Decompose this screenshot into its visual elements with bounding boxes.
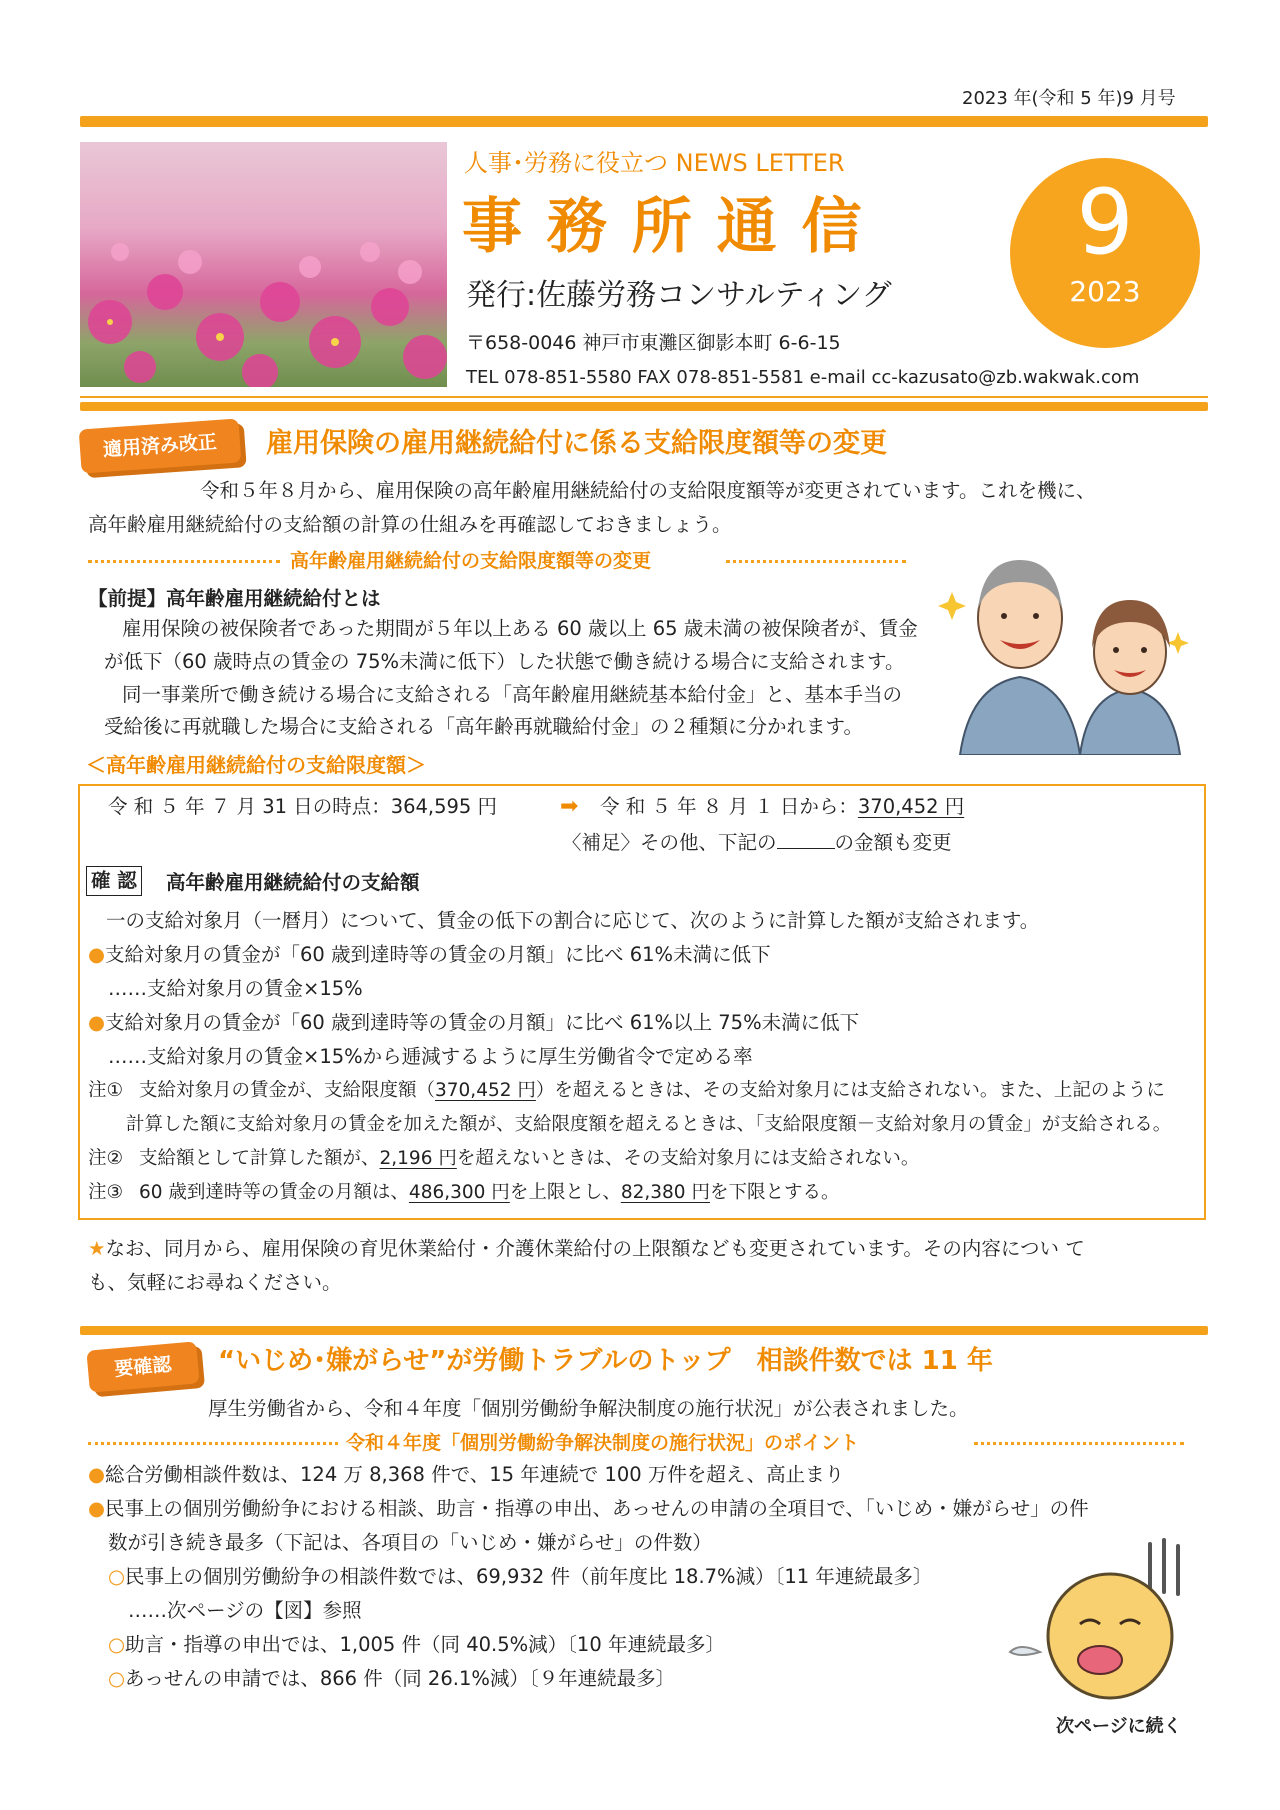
issue-badge [1010, 158, 1200, 348]
top-rule [80, 116, 1208, 127]
confirm-text: 一の支給対象月（一暦月）について、賃金の低下の割合に応じて、次のように計算した額が支給されます。 [106, 909, 1040, 932]
section1-footer-1-text: なお、同月から、雇用保険の育児休業給付・介護休業給付の上限額なども変更されています。その内容につい て [105, 1237, 1085, 1260]
section1-tag: 適用済み改正 [79, 418, 242, 473]
premise-line-1: 雇用保険の被保険者であった期間が５年以上ある 60 歳以上 65 歳未満の被保険者が、賃金 [122, 617, 918, 640]
box-bullet-2-text: 支給対象月の賃金が「60 歳到達時等の賃金の月額」に比べ 61%以上 75%未満に低下 [105, 1011, 860, 1034]
header-bottom-rule-thin [80, 396, 1208, 398]
box-bullet-2-sub: ……支給対象月の賃金×15%から逓減するように厚生労働省令で定める率 [108, 1045, 753, 1068]
premise-line-4: 受給後に再就職した場合に支給される「高年齢再就職給付金」の２種類に分かれます。 [104, 715, 863, 738]
section2-subheading: 令和４年度「個別労働紛争解決制度の施行状況」のポイント [346, 1432, 860, 1454]
arrow-right-icon: ➡ [560, 794, 579, 819]
section2-bullet-2-line2: 数が引き続き最多（下記は、各項目の「いじめ・嫌がらせ」の件数） [108, 1531, 712, 1554]
note-1-a: 支給対象月の賃金が、支給限度額（ [138, 1080, 435, 1101]
section2-rule [80, 1326, 1208, 1335]
section2-sub-1 [108, 1560, 932, 1594]
note-2 [88, 1142, 919, 1176]
contact-info: TEL 078-851-5580 FAX 078-851-5581 e-mail cc-kazusato@zb.wakwak.com [466, 367, 1140, 388]
note-1 [88, 1074, 1165, 1108]
section1-subheading: 高年齢雇用継続給付の支給限度額等の変更 [290, 550, 652, 572]
limit-after-prefix: 令 和 ５ 年 ８ 月 １ 日から： [600, 795, 858, 818]
section1-intro-1: 令和５年８月から、雇用保険の高年齢雇用継続給付の支給限度額等が変更されています。これを機に、 [200, 479, 1096, 502]
premise-title: 【前提】高年齢雇用継続給付とは [88, 587, 381, 610]
note-3-value-2: 82,380 円 [620, 1182, 710, 1203]
newsletter-title: 事 務 所 通 信 [462, 192, 864, 262]
note-2-a: 支給額として計算した額が、 [138, 1148, 380, 1169]
issue-date: 2023 年(令和 5 年)9 月号 [962, 88, 1176, 109]
bullet-dot-icon: ● [88, 1463, 106, 1486]
flower-graphic [80, 142, 447, 387]
section2-sub-1-ref: ……次ページの【図】参照 [128, 1599, 362, 1622]
bullet-dot-icon: ● [88, 1497, 106, 1520]
bullet-dot-icon: ● [88, 1011, 106, 1034]
section2-bullet-1-text: 総合労働相談件数は、124 万 8,368 件で、15 年連続で 100 万件を超え、高止まり [105, 1463, 845, 1486]
section1-footer-2: も、気軽にお尋ねください。 [88, 1271, 342, 1294]
box-bullet-1-text: 支給対象月の賃金が「60 歳到達時等の賃金の月額」に比べ 61%未満に低下 [105, 943, 771, 966]
cosmos-flower-photo [80, 142, 447, 387]
dots-left [88, 560, 280, 563]
note-3-c: を下限とする。 [709, 1182, 840, 1203]
section2-sub-2-text: 助言・指導の申出では、1,005 件（同 40.5%減）〔10 年連続最多〕 [125, 1633, 725, 1656]
box-bullet-2 [88, 1006, 859, 1040]
badge-year: 2023 [1069, 275, 1141, 308]
supplement-blank [777, 828, 835, 849]
supplement-suffix: の金額も変更 [834, 831, 952, 854]
section1-intro-2: 高年齢雇用継続給付の支給額の計算の仕組みを再確認しておきましょう。 [88, 513, 732, 536]
badge-month: 9 [1076, 170, 1134, 275]
note-3-label: 注③ [88, 1182, 124, 1203]
limit-before: 令 和 ５ 年 ７ 月 31 日の時点：364,595 円 [108, 795, 498, 818]
worker-couple-illustration [930, 540, 1200, 755]
note-1-value: 370,452 円 [435, 1080, 536, 1101]
section2-sub-1-text: 民事上の個別労働紛争の相談件数では、69,932 件（前年度比 18.7%減）〔11 年連続最多〕 [125, 1565, 933, 1588]
note-2-b: を超えないときは、その支給対象月には支給されない。 [456, 1148, 920, 1169]
note-3-a: 60 歳到達時等の賃金の月額は、 [138, 1182, 409, 1203]
circle-outline-icon: ○ [108, 1565, 126, 1588]
note-3 [88, 1176, 839, 1210]
supplement-prefix: 〈補足〉その他、下記の [562, 831, 777, 854]
tired-face-illustration [1000, 1536, 1200, 1706]
section2-sub-3-text: あっせんの申請では、866 件（同 26.1%減）〔９年連続最多〕 [125, 1667, 676, 1690]
star-icon: ★ [88, 1237, 106, 1260]
note-1-line2: 計算した額に支給対象月の賃金を加えた額が、支給限度額を超えるときは、「支給限度額－支給対象月の賃金」が支給される。 [126, 1114, 1172, 1135]
section2-bullet-2-text: 民事上の個別労働紛争における相談、助言・指導の申出、あっせんの申請の全項目で、「いじめ・嫌がらせ」の件 [105, 1497, 1089, 1520]
premise-line-2: が低下（60 歳時点の賃金の 75%未満に低下）した状態で働き続ける場合に支給されます。 [104, 650, 905, 673]
section2-intro: 厚生労働省から、令和４年度「個別労働紛争解決制度の施行状況」が公表されました。 [208, 1397, 969, 1420]
continued-note: 次ページに続く [1056, 1716, 1182, 1737]
newsletter-subtitle: 人事･労務に役立つ NEWS LETTER [464, 149, 845, 177]
confirm-label: 確 認 [86, 866, 142, 896]
confirm-title: 高年齢雇用継続給付の支給額 [166, 871, 420, 894]
circle-outline-icon: ○ [108, 1667, 126, 1690]
dots-left-2 [88, 1442, 338, 1445]
section1-footer-1 [88, 1232, 1085, 1266]
limit-heading: ＜高年齢雇用継続給付の支給限度額＞ [86, 753, 426, 777]
section1-title: 雇用保険の雇用継続給付に係る支給限度額等の変更 [266, 428, 887, 459]
section2-bullet-1 [88, 1458, 844, 1492]
header-bottom-rule [80, 402, 1208, 411]
premise-line-3: 同一事業所で働き続ける場合に支給される「高年齢雇用継続基本給付金」と、基本手当の [122, 683, 903, 706]
note-1-b: ）を超えるときは、その支給対象月には支給されない。また、上記のように [535, 1080, 1165, 1101]
bullet-dot-icon: ● [88, 943, 106, 966]
circle-outline-icon: ○ [108, 1633, 126, 1656]
section2-bullet-2 [88, 1492, 1089, 1526]
note-2-value: 2,196 円 [379, 1148, 457, 1169]
box-bullet-1-sub: ……支給対象月の賃金×15% [108, 977, 363, 1000]
note-3-value-1: 486,300 円 [408, 1182, 510, 1203]
dots-right [726, 560, 906, 563]
limit-after [600, 790, 964, 824]
box-bullet-1 [88, 938, 771, 972]
limit-after-value: 370,452 円 [857, 795, 965, 818]
address: 〒658-0046 神戸市東灘区御影本町 6-6-15 [466, 332, 841, 354]
section2-sub-3 [108, 1662, 675, 1696]
publisher: 発行:佐藤労務コンサルティング [466, 278, 892, 313]
note-3-b: を上限とし、 [509, 1182, 621, 1203]
section2-tag: 要確認 [86, 1341, 199, 1392]
dots-right-2 [974, 1442, 1184, 1445]
section2-sub-2 [108, 1628, 725, 1662]
supplement [562, 826, 952, 860]
note-1-label: 注① [88, 1080, 124, 1101]
section2-title: “いじめ･嫌がらせ”が労働トラブルのトップ 相談件数では 11 年 [218, 1346, 993, 1376]
note-2-label: 注② [88, 1148, 124, 1169]
